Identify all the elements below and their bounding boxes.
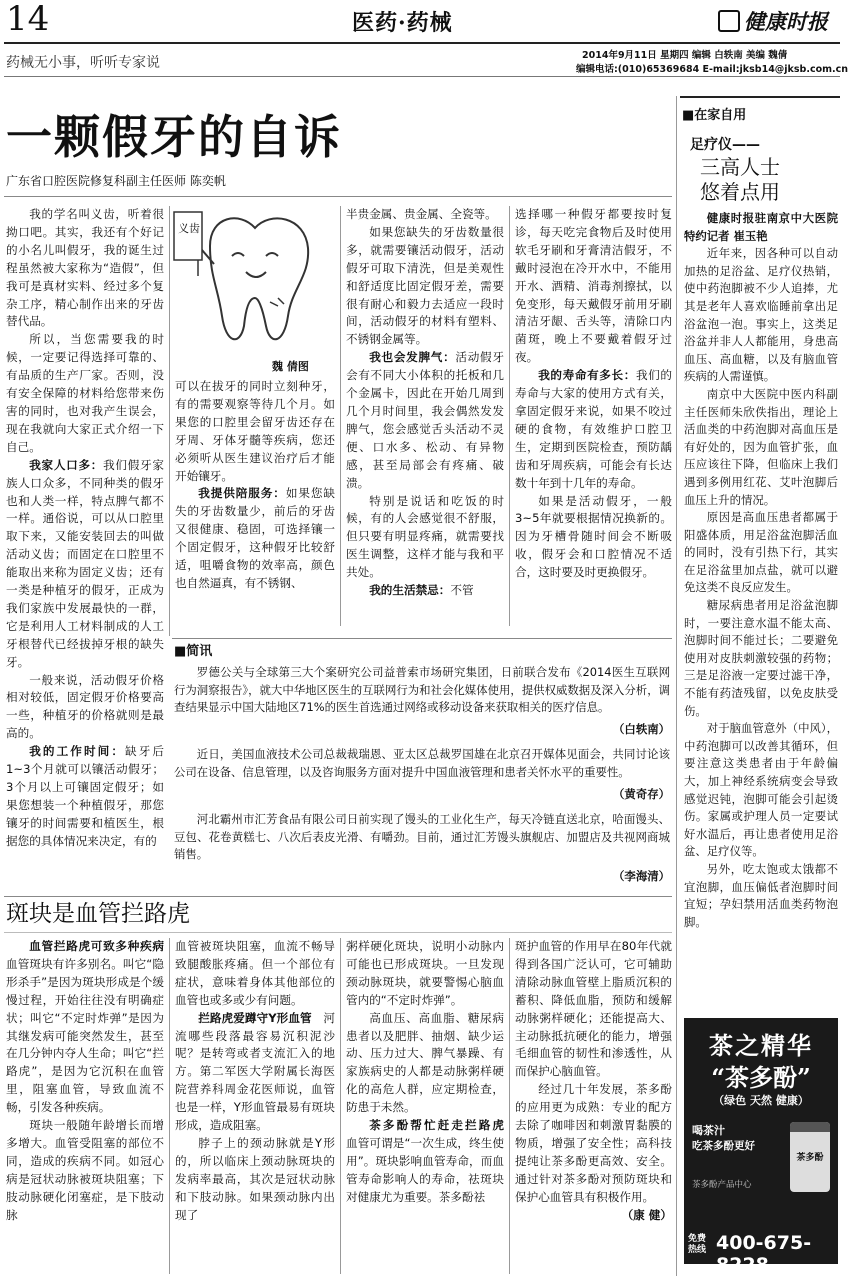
masthead-rule	[4, 42, 840, 44]
second-article-rule	[4, 896, 672, 897]
second-title-rule	[4, 932, 672, 933]
ad-maker: 茶多酚产品中心	[692, 1180, 752, 1190]
tea-polyphenol-ad	[684, 1018, 838, 1276]
briefs-list	[174, 664, 670, 894]
ad-slogan-1: 喝茶汁	[692, 1124, 725, 1137]
sidebar-title-line1: 三高人士	[700, 155, 780, 179]
illustration-caption: 魏 倩图	[272, 360, 309, 373]
second-article-col2: 血管被斑块阻塞，血流不畅导致腿酸胀疼痛。但一个部位有症状，意味着身体其他部位的血管也或多或少有问题。 拦路虎爱蹲守Y形血管 河流哪些段落最容易沉积泥沙呢？是转弯或者支流汇入的地方。第二军医大学附属长海医院营养科周金花医师说，血管也是一样，Y形血管最易有斑块形成，造成阻塞。 脖子上的颈动脉就是Y形的，所以临床上颈动脉斑块的发病率最高，其次是冠状动脉和下肢动脉。如果颈动脉内出现了	[175, 939, 335, 1222]
section-title: 医药·药械	[352, 10, 453, 36]
column-divider	[509, 938, 510, 1274]
sidebar-heading: ■在家自用	[682, 108, 747, 123]
main-article-col3: 半贵金属、贵金属、全瓷等。 如果您缺失的牙齿数量很多，就需要镶活动假牙，活动假牙可取下清洗，但是美观性和舒适度比固定假牙差，需要很有耐心和毅力去适应一段时间，活动假牙的材料有塑料、不锈钢金属等。 我也会发脾气：活动假牙会有不同大小体积的托板和几个金属卡，因此在开始几周到几个月时间里，我会偶然发发脾气，您会感觉舌头活动不灵便、口水多、松动、有异物感，甚至局部会有疼痛、破溃。 特别是说话和吃饭的时候，有的人会感觉很不舒服，但只要有明显疼痛，就需要找医生调整，这样才能与我和平共处。 我的生活禁忌：不管	[346, 207, 504, 598]
sidebar-title-line2: 悠着点用	[700, 180, 780, 204]
sidebar-byline: 健康时报驻南京中大医院特约记者 崔玉艳	[684, 211, 838, 243]
article-byline: 广东省口腔医院修复科副主任医师 陈奕帆	[6, 174, 226, 188]
main-article-col4: 选择哪一种假牙都要按时复诊，每天吃完食物后及时使用软毛牙刷和牙膏清洁假牙，不戴时浸泡在冷开水中，不能用开水、酒精、消毒剂擦拭，以免变形，每天戴假牙前用牙刷清洁牙龈、舌头等，清除口内菌斑，晚上不要戴着假牙过夜。 我的寿命有多长：我们的寿命与大家的使用方式有关，拿固定假牙来说，如果不咬过硬的食物，有效维护口腔卫生，定期到医院检查，预防龋齿和牙周疾病，可能会有长达数十年到十几年的寿命。 如果是活动假牙，一般3~5年就要根据情况换新的。因为牙槽骨随时间会不断吸收，假牙会和口腔情况不适合，这时要及时更换假牙。	[515, 207, 672, 580]
title-rule	[4, 196, 672, 197]
column-divider	[340, 938, 341, 1274]
contact-line: 编辑电话:(010)65369684 E-mail:jksb14@jksb.com.cn	[576, 64, 848, 75]
sidebar-body: 健康时报驻南京中大医院特约记者 崔玉艳 近年来，因各种可以自动加热的足浴盆、足疗仪热销，使中药泡脚被不少人追捧，尤其是老年人喜欢临睡前拿出足浴盆泡一泡。事实上，这类足浴盆并非人人都能用，身患高血压、高血糖，以及有脑血管疾病的人需谨慎。 南京中大医院中医内科副主任医师朱欣佚指出，理论上活血类的中药泡脚对高血压是有好处的，因为血管扩张，血压应该往下降，但临床上我们遇到多例用红花、艾叶泡脚后血压上升的情况。 原因是高血压患者都属于阳盛体质，用足浴盆泡脚活血的同时，没有引热下行，其实在足浴盆里加点盐，就可以避免这类不良反应发生。 糖尿病患者用足浴盆泡脚时，一要注意水温不能太高、泡脚时间不能过长；二要避免使用对皮肤刺激较强的药物；三是足浴液一定要过滤干净，不能有药渣残留，以免皮肤受伤。 对于脑血管意外（中风），中药泡脚可以改善其循环，但要注意这类患者由于年龄偏大，加上神经系统病变会导致感觉迟钝，泡脚可能会引起烫伤。家属或护理人员一定要试好水温后，再让患者使用足浴盆、足疗仪等。 另外，吃太饱或太饿都不宜泡脚，血压偏低者泡脚时间宜短；孕妇禁用活血类药物泡脚。	[684, 211, 838, 929]
header-underline	[4, 76, 840, 77]
sidebar-subtitle: 足疗仪——	[690, 137, 760, 153]
second-article-col1: 血管拦路虎可致多种疾病 血管斑块有许多别名。叫它“隐形杀手”是因为斑块形成是个缓慢过程，开始往往没有明确症状；叫它“不定时炸弹”是因为其继发病可能突然发生，甚至在几分钟内夺人生命；叫它“拦路虎”，是因为它沉积在血管里，阻塞血管，导致血流不畅，引发各种疾病。 斑块一般随年龄增长而增多增大。血管受阻塞的部位不同，造成的疾病不同。如冠心病是冠状动脉被斑块阻塞；下肢动脉硬化闭塞症，是下肢动脉	[6, 939, 164, 1222]
ad-bottle	[790, 1122, 830, 1192]
column-divider	[676, 96, 677, 1276]
main-article-col1: 我的学名叫义齿，听着很拗口吧。其实，我还有个好记的小名儿叫假牙，我的诞生过程虽然被大家称为“造假”，但我可是真材实料、经过多个复杂工序，精心制作出来的牙齿替代品。 所以，当您需要我的时候，一定要记得选择可靠的、有品质的生产厂家。否则，没有安全保障的材料给您带来伤害的同时，也对我产生误会，现在我就向大家正式介绍一下自己。 我家人口多：我们假牙家族人口众多，不同种类的假牙也和人类一样，特点脾气都不一样。通俗说，可以从口腔里取下来，又能安装回去的叫做活动义齿；而固定在口腔里不能取出来称为固定义齿；还有一类是种植牙的假牙，正成为我们家族中发展最快的一群，它是利用人工材料制成的人工牙根替代已经拔掉牙根的缺失牙。 一般来说，活动假牙价格相对较低，固定假牙价格要高一些，种植牙的价格就则是最高的。 我的工作时间：缺牙后1~3个月就可以镶活动假牙；3个月以上可镶固定假牙；如果您想装一个种植假牙，那您镶牙的时间需要和植医生，根据您的具体情况来决定，有的	[6, 207, 164, 848]
ad-product: “茶多酚”	[711, 1063, 811, 1092]
second-article-title: 斑块是血管拦路虎	[6, 901, 190, 927]
column-divider	[169, 206, 170, 636]
column-divider	[169, 938, 170, 1274]
ad-slogan-2: 吃茶多酚更好	[692, 1140, 755, 1152]
briefs-heading: ■简讯	[174, 644, 213, 659]
column-divider	[340, 206, 341, 626]
ad-hotline-label: 免费 热线	[688, 1234, 707, 1255]
ad-tagline: （绿色 天然 健康）	[713, 1094, 809, 1107]
column-slogan: 药械无小事，听听专家说	[6, 55, 160, 71]
second-article-col3: 粥样硬化斑块，说明小动脉内可能也已形成斑块。一旦发现颈动脉斑块，就要警惕心脑血管内的“不定时炸弹”。 高血压、高血脂、糖尿病患者以及肥胖、抽烟、缺少运动、压力过大、脾气暴躁、有家族病史的人都是动脉粥样硬化的高危人群，应定期检查，防患于未然。 茶多酚帮忙赶走拦路虎 血管可谓是“一次生成，终生使用”。斑块影响血管寿命，而血管寿命影响人的寿命，祛斑块对健康尤为重要。茶多酚祛	[346, 939, 504, 1204]
date-editor: 2014年9月11日 星期四 编辑 白轶南 美编 魏倩	[582, 50, 788, 61]
briefs-rule	[172, 638, 672, 639]
article-title: 一颗假牙的自诉	[6, 110, 342, 164]
column-divider	[509, 206, 510, 626]
second-article-col4: 斑护血管的作用早在80年代就得到各国广泛认可，它可辅助清除动脉血管壁上脂质沉积的蓄积、降低血脂，预防和缓解动脉粥样硬化；还能提高大、主动脉抵抗硬化的能力，增强毛细血管的韧性和渗透性，从而保护心脑血管。 经过几十年发展，茶多酚的应用更为成熟：专业的配方去除了咖啡因和刺激胃黏膜的物质，增强了安全性；高科技提纯让茶多酚更高效、安全。通过针对茶多酚对预防斑块和保护心血管具有积极作用。 （康 健）	[515, 939, 672, 1222]
tooth-illustration	[170, 206, 340, 356]
sidebar-top-rule	[680, 96, 840, 98]
logo-emblem-icon	[718, 10, 740, 32]
brief-item: 河北霸州市汇芳食品有限公司日前实现了馒头的工业化生产，每天冷链直送北京，哈面馒头、豆包、花卷黄糕七、八次后表皮光滑、有嚼劲。目前，通过汇芳馒头旗舰店、加盟店及共视网商城销售。 （李海清）	[174, 812, 670, 883]
ad-hotline-number[interactable]: 400-675-8228	[716, 1232, 812, 1276]
page-number: 14	[6, 0, 50, 39]
logo: 健康时报	[718, 6, 828, 36]
bottle-label: 茶多酚	[796, 1153, 824, 1163]
tooth-sign-label: 义齿	[178, 222, 200, 235]
brief-item: 近日，美国血液技术公司总裁裁瑞恩、亚太区总裁罗国雄在北京召开媒体见面会，共同讨论该公司在设备、信息管理，以及咨询服务方面对提升中国血液管理和患者关怀水平的重要性。 （黄奇存）	[174, 747, 670, 801]
main-article-col2: 可以在拔牙的同时立刻种牙，有的需要观察等待几个月。如果您的口腔里会留牙齿还存在牙周、牙体牙髓等疾病，您还必须听从医生建议治疗后才能开始镶牙。 我提供陪服务：如果您缺失的牙齿数量少，前后的牙齿又很健康、稳固，可选择镶一个固定假牙，这种假牙比较舒适，咀嚼食物的效率高，颜色也自然逼真，有不锈钢、	[175, 379, 335, 590]
brief-item: 罗德公关与全球第三大个案研究公司益普索市场研究集团，日前联合发布《2014医生互联网行为洞察报告》，就大中华地区医生的互联网行为和社会化媒体使用，提供权威数据及深入分析，调查结果显示中国大陆地区71%的医生首选通过网络或移动设备来获取相关的医疗信息。 （白轶南）	[174, 665, 670, 736]
ad-brand: 茶之精华	[709, 1031, 813, 1060]
